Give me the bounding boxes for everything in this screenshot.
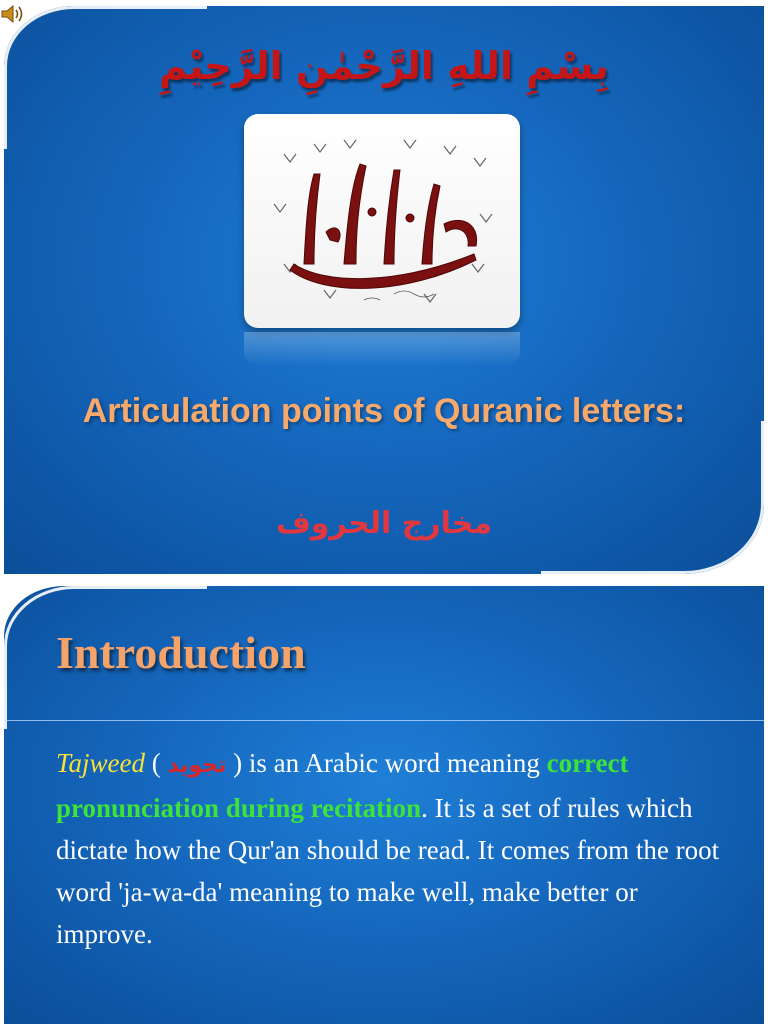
title-slide [4,6,764,574]
highlight-phrase: correct pronunciation during recitation [56,748,629,823]
section-heading: Introduction [56,627,306,678]
tajweed-arabic: تجويد [167,753,227,778]
body-text-1: is an Arabic word meaning [248,748,547,778]
tajweed-term: Tajweed [56,748,146,778]
paren-close: ) [226,748,249,778]
introduction-slide [4,586,764,1024]
divider [4,720,764,721]
calligraphy-image [244,114,520,328]
paren-open: ( [145,748,168,778]
slide-title: Articulation points of Quranic letters: [82,392,686,430]
body-text-2: . It is a set of rules which dictate how the Qur'an should be read. It comes from the root word 'ja-wa-da' meaning to make well, make better or improve. [56,793,720,949]
basmala-text: بِسْمِ اللهِ الرَّحْمٰنِ الرَّحِيْمِ [159,44,609,88]
speaker-icon[interactable] [0,2,28,26]
decorative-swoosh [541,421,764,574]
card-reflection [244,332,520,366]
slide-arabic-title: مخارج الحروف [275,506,493,541]
intro-paragraph [56,742,724,955]
